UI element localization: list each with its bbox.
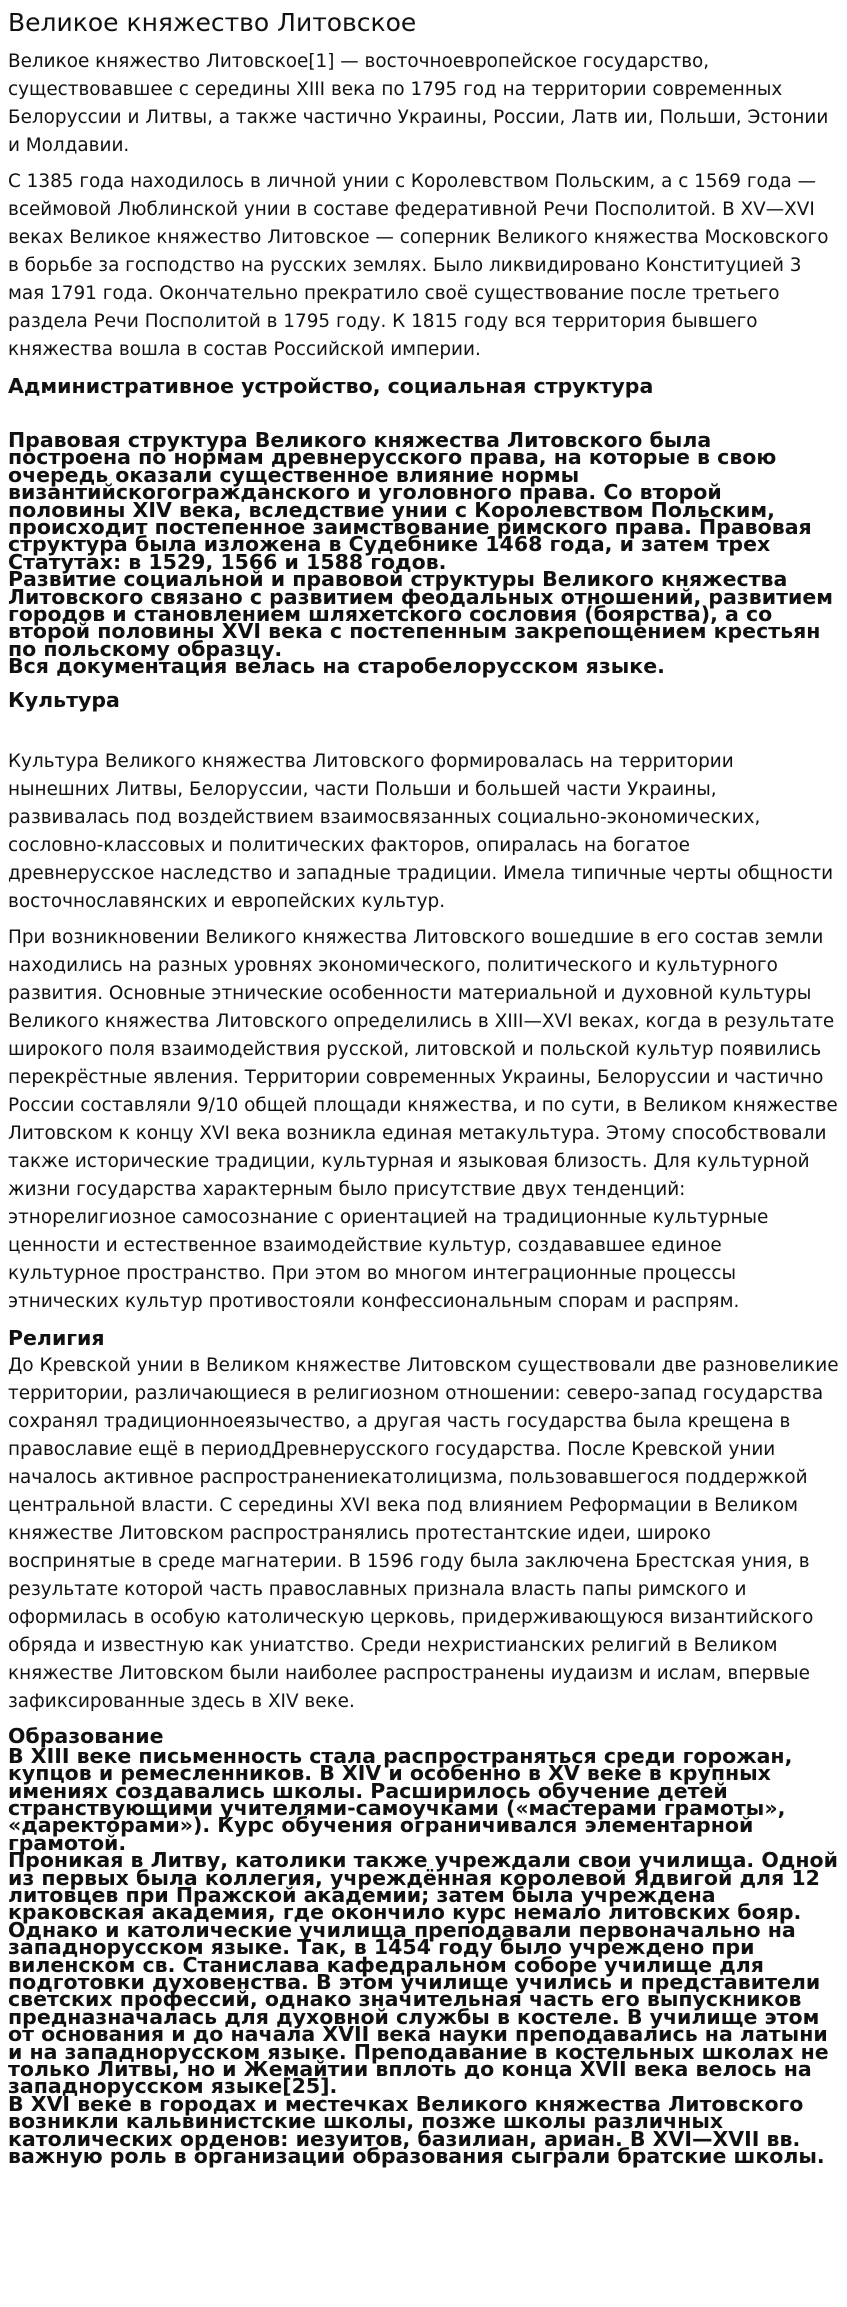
- section-heading-education: Образование: [8, 1723, 164, 1748]
- intro-paragraph: Великое княжество Литовское[1] — восточноевропейское государство, существовавшее с середины XIII века по 1795 год на территории современных Белоруссии и Литвы, а также частично Украины, России, Латв ии, Польши, Эстонии и Молдавии.: [8, 51, 829, 156]
- admin-paragraph: Вся документация велась на старобелорусском языке.: [8, 654, 665, 679]
- culture-paragraph: Культура Великого княжества Литовского формировалась на территории нынешних Литвы, Белоруссии, части Польши и большей части Украины, развивалась под воздействием взаимосвязанных социально-экономических, сословно-классовых и политических факторов, опиралась на богатое древнерусское наследство и западные традиции. Имела типичные черты общности восточнославянских и европейских культур.: [8, 750, 834, 912]
- culture-paragraph: При возникновении Великого княжества Литовского вошедшие в его состав земли находились на разных уровнях экономического, политического и культурного развития. Основные этнические особенности материальной и духовной культуры Великого княжества Литовского определились в XIII—XVI веках, когда в результате широкого поля взаимодействия русской, литовской и польской культур появились перекрёстные явления. Территории современных Украины, Белоруссии и частично России составляли 9/10 общей площади княжества, и по сути, в Великом княжестве Литовском к концу XVI века возникла единая метакультура. Этому способствовали также исторические традиции, культурная и языковая близость. Для культурной жизни государства характерным было присутствие двух тенденций: этнорелигиозное самосознание с ориентацией на традиционные культурные ценности и естественное взаимодействие культур, создававшее единое культурное пространство. При этом во многом интеграционные процессы этнических культур противостояли конфессиональным спорам и распрям.: [8, 926, 838, 1312]
- intro-paragraph: С 1385 года находилось в личной унии с Королевством Польским, а с 1569 года — всеймовой Люблинской унии в составе федеративной Речи Посполитой. В XV—XVI веках Великое княжество Литовское — соперник Великого княжества Московского в борьбе за господство на русских землях. Было ликвидировано Конституцией 3 мая 1791 года. Окончательно прекратило своё существование после третьего раздела Речи Посполитой в 1795 году. К 1815 году вся территория бывшего княжества вошла в состав Российской империи.: [8, 171, 829, 360]
- section-heading-admin: Административное устройство, социальная структура: [8, 374, 654, 398]
- education-paragraph: Проникая в Литву, католики также учреждали свои училища. Одной из первых была коллегия, учреждённая королевой Ядвигой для 12 литовцев при Пражской академии; затем была учреждена краковская академия, где окончило курс немало литовских бояр. Однако и католические училища преподавали первоначально на западнорусском языке. Так, в 1454 году было учреждено при виленском св. Станислава кафедральном соборе училище для подготовки духовенства. В этом училище учились и представители светских профессий, однако значительная часть его выпускников предназначалась для духовной службы в костеле. В училище этом от основания и до начала XVII века науки преподавались на латыни и на западнорусском языке. Преподавание в костельных школах не только Литвы, но и Жемайтии вплоть до конца XVII века велось на западнорусском языке[25].: [8, 1848, 838, 2099]
- page-title: Великое княжество Литовское: [8, 8, 417, 37]
- education-paragraph: В XIII веке письменность стала распространяться среди горожан, купцов и ремесленников. В XIV и особенно в XV веке в крупных имениях создавались школы. Расширилось обучение детей странствующими учителями-самоучками («мастерами грамоты», «даректорами»). Курс обучения ограничивался элементарной грамотой.: [8, 1743, 793, 1855]
- section-heading-religion: Религия: [8, 1325, 105, 1350]
- section-heading-culture: Культура: [8, 687, 120, 712]
- education-paragraph: В XVI веке в городах и местечках Великого княжества Литовского возникли кальвинистские школы, позже школы различных католических орденов: иезуитов, базилиан, ариан. В XVI—XVII вв. важную роль в организации образования сыграли братские школы.: [8, 2091, 825, 2169]
- religion-paragraph: До Кревской унии в Великом княжестве Литовском существовали две разновеликие территории, различающиеся в религиозном отношении: северо-запад государства сохранял традиционноеязычество, а другая часть государства была крещена в православие ещё в периодДревнерусского государства. После Кревской унии началось активное распространениекатолицизма, пользовавшегося поддержкой центральной власти. С середины XVI века под влиянием Реформации в Великом княжестве Литовском распространялись протестантские идеи, широко воспринятые в среде магнатерии. В 1596 году была заключена Брестская уния, в результате которой часть православных признала власть папы римского и оформилась в особую католическую церковь, придерживающуюся византийского обряда и известную как униатство. Среди нехристианских религий в Великом княжестве Литовском были наиболее распространены иудаизм и ислам, впервые зафиксированные здесь в XIV веке.: [8, 1354, 839, 1712]
- admin-paragraph: Правовая структура Великого княжества Литовского была построена по нормам древнерусского права, на которые в свою очередь оказали существенное влияние нормы византийскогогражданского и уголовного права. Со второй половины XIV века, вследствие унии с Королевством Польским, происходит постепенное заимствование римского права. Правовая структура была изложена в Судебнике 1468 года, и затем трех Статутах: в 1529, 1566 и 1588 годов.: [8, 428, 812, 574]
- admin-paragraph: Развитие социальной и правовой структуры Великого княжества Литовского связано с развитием феодальных отношений, развитием городов и становлением шляхетского сословия (боярства), а со второй половины XVI века с постепенным закрепощением крестьян по польскому образцу.: [8, 567, 834, 661]
